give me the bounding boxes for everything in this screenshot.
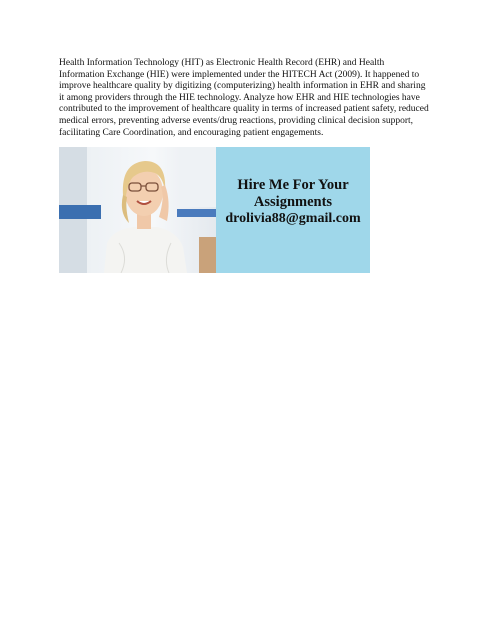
advertisement-banner[interactable] [59, 147, 370, 273]
ad-email[interactable]: drolivia88@gmail.com [225, 211, 361, 226]
paragraph-line: Information Exchange (HIE) were implemented under the HITECH Act (2009). It happened to [59, 69, 420, 80]
paragraph-line: Health Information Technology (HIT) as Electronic Health Record (EHR) and Health [59, 58, 385, 68]
woman-with-glasses-photo [59, 147, 216, 273]
assignment-paragraph [59, 58, 449, 139]
ad-text-panel [216, 147, 370, 273]
paragraph-line: contributed to the improvement of healthcare quality in terms of increased patient safety, reduced [59, 104, 429, 115]
paragraph-line: improve healthcare quality by digitizing (computerizing) health information in EHR and sharing [59, 81, 426, 92]
paragraph-line: medical errors, preventing adverse events/drug reactions, providing clinical decision support, [59, 115, 414, 126]
ad-headline: Hire Me For Your [237, 177, 349, 193]
paragraph-line: facilitating Care Coordination, and encouraging patient engagements. [59, 127, 324, 138]
ad-headline: Assignments [253, 194, 333, 210]
paragraph-line: it among providers through the HIE technology. Analyze how EHR and HIE technologies have [59, 92, 420, 103]
